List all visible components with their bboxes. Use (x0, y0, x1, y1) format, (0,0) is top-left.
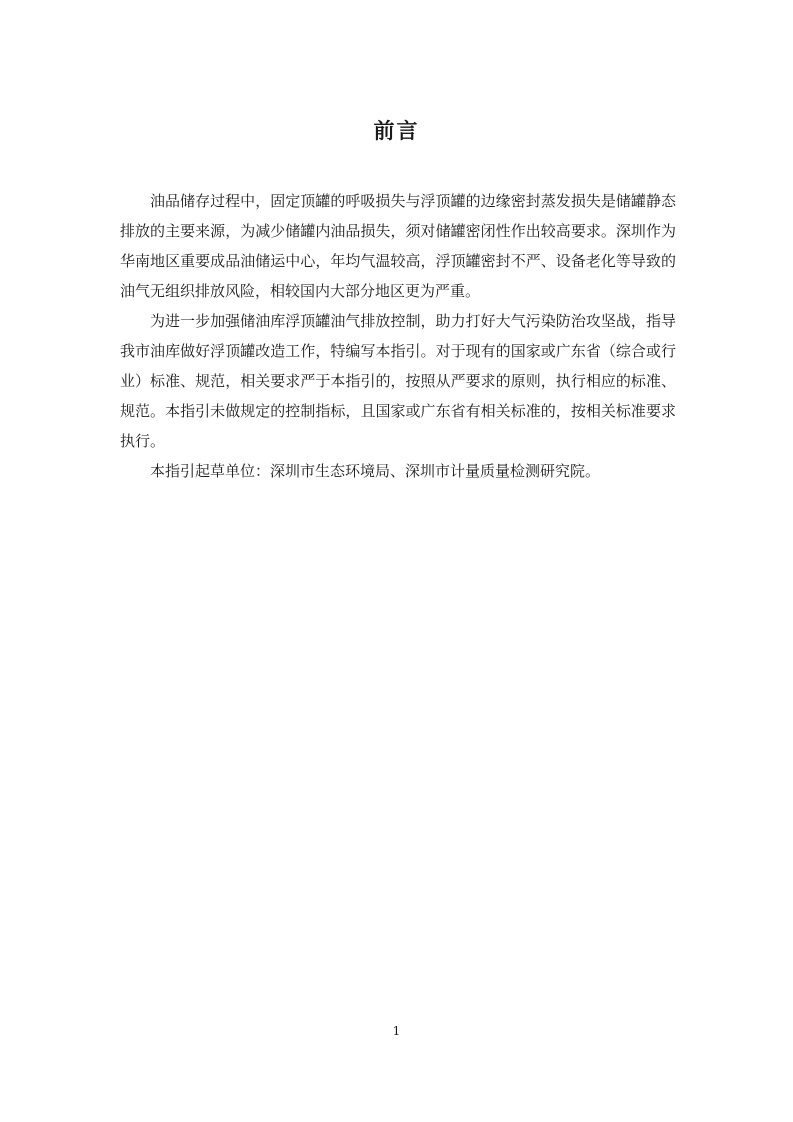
page-number: 1 (392, 1024, 401, 1038)
paragraph-guideline-purpose: 为进一步加强储油库浮顶罐油气排放控制，助力打好大气污染防治攻坚战，指导我市油库做好浮顶罐改造工作，特编写本指引。对于现有的国家或广东省（综合或行业）标准、规范，相关要求严于本指引的，按照从严要求的原则，执行相应的标准、规范。本指引未做规定的控制指标，且国家或广东省有相关标准的，按相关标准要求执行。 (120, 312, 676, 450)
preface-body (120, 186, 676, 486)
page-title: 前言 (373, 119, 420, 143)
paragraph-drafting-units: 本指引起草单位：深圳市生态环境局、深圳市计量质量检测研究院。 (150, 462, 601, 480)
paragraph-storage-losses: 油品储存过程中，固定顶罐的呼吸损失与浮顶罐的边缘密封蒸发损失是储罐静态排放的主要来源，为减少储罐内油品损失，须对储罐密闭性作出较高要求。深圳作为华南地区重要成品油储运中心，年均气温较高，浮顶罐密封不严、设备老化等导致的油气无组织排放风险，相较国内大部分地区更为严重。 (120, 192, 676, 300)
